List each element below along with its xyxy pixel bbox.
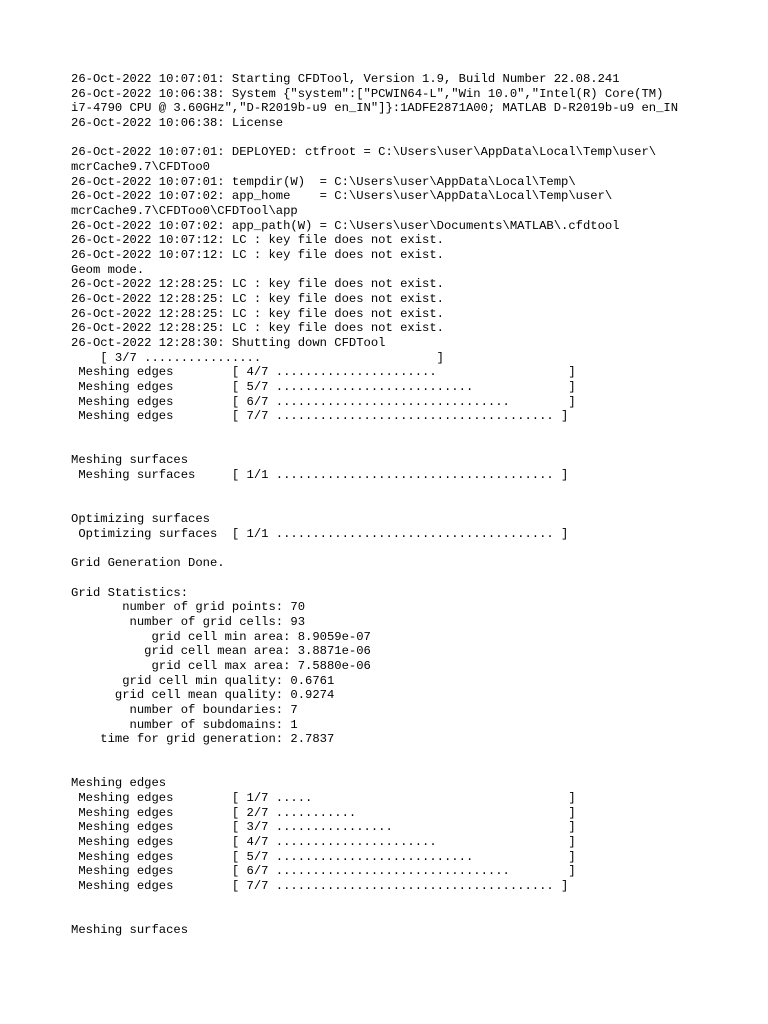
- log-line: 26-Oct-2022 10:07:12: LC : key file does not exist.: [71, 233, 444, 248]
- log-line: number of boundaries: 7: [71, 702, 298, 717]
- log-line: grid cell min quality: 0.6761: [71, 673, 335, 688]
- log-line: Meshing edges [ 7/7 ...................................... ]: [71, 409, 569, 424]
- log-line: grid cell mean quality: 0.9274: [71, 688, 335, 703]
- log-line: Meshing edges [ 3/7 ................ ]: [71, 820, 576, 835]
- log-line: 26-Oct-2022 10:07:12: LC : key file does not exist.: [71, 248, 444, 263]
- log-line: Geom mode.: [71, 262, 145, 277]
- log-line: Meshing edges [ 5/7 ........................... ]: [71, 849, 576, 864]
- log-line: [71, 497, 761, 512]
- log-line: [71, 542, 761, 557]
- log-line: 26-Oct-2022 10:06:38: License: [71, 116, 284, 131]
- log-line: Meshing edges [ 1/7 ..... ]: [71, 790, 576, 805]
- log-line: [71, 894, 761, 909]
- log-line: Meshing surfaces: [71, 453, 189, 468]
- log-line: 26-Oct-2022 12:28:25: LC : key file does not exist.: [71, 277, 444, 292]
- log-line: Meshing edges [ 7/7 ...................................... ]: [71, 878, 569, 893]
- log-line: Meshing edges [ 2/7 ........... ]: [71, 805, 576, 820]
- log-line: time for grid generation: 2.7837: [71, 732, 335, 747]
- log-line: Grid Statistics:: [71, 585, 189, 600]
- log-line: 26-Oct-2022 10:07:02: app_home = C:\Users\user\AppData\Local\Temp\user\: [71, 189, 613, 204]
- log-line: [71, 424, 761, 439]
- log-line: i7-4790 CPU @ 3.60GHz","D-R2019b-u9 en_IN"]}:1ADFE2871A00; MATLAB D-R2019b-u9 en_IN: [71, 101, 679, 116]
- log-line: number of subdomains: 1: [71, 717, 298, 732]
- log-line: 26-Oct-2022 12:28:25: LC : key file does not exist.: [71, 321, 444, 336]
- log-line: Meshing edges [ 4/7 ...................... ]: [71, 834, 576, 849]
- log-line: number of grid points: 70: [71, 600, 306, 615]
- log-line: grid cell mean area: 3.8871e-06: [71, 644, 371, 659]
- log-line: Optimizing surfaces: [71, 512, 210, 527]
- log-line: [71, 747, 761, 762]
- log-line: 26-Oct-2022 12:28:25: LC : key file does not exist.: [71, 292, 444, 307]
- log-line: [71, 439, 761, 454]
- log-line: Optimizing surfaces [ 1/1 ...................................... ]: [71, 526, 569, 541]
- log-line: [71, 908, 761, 923]
- log-line: Meshing edges [ 6/7 ................................ ]: [71, 864, 576, 879]
- log-line: Grid Generation Done.: [71, 556, 225, 571]
- log-line: 26-Oct-2022 12:28:25: LC : key file does not exist.: [71, 306, 444, 321]
- log-line: 26-Oct-2022 10:07:01: tempdir(W) = C:\Users\user\AppData\Local\Temp\: [71, 174, 576, 189]
- log-line: [71, 762, 761, 777]
- log-line: Meshing surfaces: [71, 922, 189, 937]
- log-line: [71, 571, 761, 586]
- log-line: Meshing surfaces [ 1/1 ...................................... ]: [71, 468, 569, 483]
- log-line: Meshing edges [ 5/7 ........................... ]: [71, 380, 576, 395]
- log-line: number of grid cells: 93: [71, 614, 306, 629]
- log-line: mcrCache9.7\CFDToo0\CFDTool\app: [71, 204, 298, 219]
- log-line: [ 3/7 ................ ]: [71, 350, 444, 365]
- log-line: mcrCache9.7\CFDToo0: [71, 160, 210, 175]
- log-line: 26-Oct-2022 12:28:30: Shutting down CFDTool: [71, 336, 386, 351]
- log-line: Meshing edges [ 6/7 ................................ ]: [71, 394, 576, 409]
- log-line: Meshing edges: [71, 776, 167, 791]
- log-line: grid cell max area: 7.5880e-06: [71, 658, 371, 673]
- log-line: 26-Oct-2022 10:07:02: app_path(W) = C:\Users\user\Documents\MATLAB\.cfdtool: [71, 218, 620, 233]
- log-line: 26-Oct-2022 10:07:01: DEPLOYED: ctfroot = C:\Users\user\AppData\Local\Temp\user\: [71, 145, 657, 160]
- log-line: 26-Oct-2022 10:07:01: Starting CFDTool, Version 1.9, Build Number 22.08.241: [71, 72, 620, 86]
- log-line: [71, 483, 761, 498]
- log-line: [71, 131, 761, 146]
- log-line: Meshing edges [ 4/7 ...................... ]: [71, 365, 576, 380]
- log-output: [71, 72, 761, 938]
- log-line: grid cell min area: 8.9059e-07: [71, 629, 371, 644]
- log-line: 26-Oct-2022 10:06:38: System {"system":["PCWIN64-L","Win 10.0","Intel(R) Core(TM): [71, 86, 664, 101]
